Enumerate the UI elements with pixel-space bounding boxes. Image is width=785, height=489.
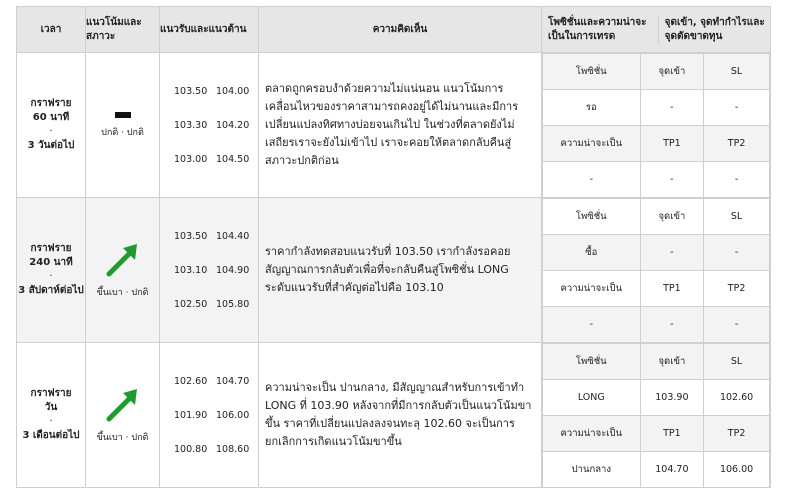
timeframe-label: กราฟราย [30,388,72,399]
support-level: 102.50 [174,298,208,310]
header-trend: แนวโน้มและสภาวะ [86,7,160,53]
position-cell [542,198,771,343]
support-level: 100.80 [174,443,208,455]
market-condition: ปกติ [131,288,149,298]
trend-state: ขึ้นเบา [96,433,123,443]
entry-value: - [640,90,704,126]
header-sr: แนวรับและแนวต้าน [160,7,259,53]
timeframe-period: วัน [44,402,58,413]
comment-text: ความน่าจะเป็น ปานกลาง, มีสัญญาณสำหรับการเข้าทำ LONG ที่ 103.90 หลังจากที่มีการกลับตัวเป็นแนวโน้มขาขึ้น ราคาที่เปลี่ยนแปลงลงจนทะลุ 102.60 จะเป็นการยกเลิกการเกิดแนวโน้มขาขึ้น [259,343,542,488]
timeframe-horizon: 3 เดือนต่อไป [22,430,80,441]
tp2-header: TP2 [704,416,770,452]
flat-dash-icon [113,110,133,120]
resistance-level: 105.80 [216,298,250,310]
timeframe-horizon: 3 วันต่อไป [27,140,75,151]
sl-header: SL [704,344,770,380]
tp1-header: TP1 [640,271,704,307]
comment-text: ตลาดถูกครอบงำด้วยความไม่แน่นอน แนวโน้มการเคลื่อนไหวของราคาสามารถคงอยู่ได้ไม่นานและมีการเปลี่ยนแปลงทิศทางบ่อยจนเกินไป ในช่วงที่ตลาดยังไม่เสถียรเราจะยังไม่เข้าไป เราจะคอยให้ตลาดกลับคืนสู่สภาวะปกติก่อน [259,53,542,198]
timeframe-cell [17,343,86,488]
arrow-up-right-icon [103,240,143,280]
forecast-table [16,6,771,488]
resistance-level: 104.20 [216,119,250,131]
header-comment: ความคิดเห็น [259,7,542,53]
trend-cell: ขึ้นเบา · ปกติ [86,343,160,488]
comment-text: ราคากำลังทดสอบแนวรับที่ 103.50 เรากำลังรอคอยสัญญาณการกลับตัวเพื่อที่จะกลับคืนสู่โพซิชั่น LONG ระดับแนวรับที่สำคัญต่อไปคือ 103.10 [259,198,542,343]
tp1-header: TP1 [640,126,704,162]
resistance-level: 108.60 [216,443,250,455]
trend-state: ขึ้นเบา [96,288,123,298]
position-header: โพซิชั่น [543,199,641,235]
support-level: 103.50 [174,230,208,242]
support-level: 101.90 [174,409,208,421]
table-row [17,53,771,198]
resistance-level: 106.00 [216,409,250,421]
support-resistance-cell [160,198,259,343]
support-level: 103.10 [174,264,208,276]
entry-value: 103.90 [640,380,704,416]
sl-value: - [704,235,770,271]
probability-header: ความน่าจะเป็น [543,416,641,452]
position-cell [542,53,771,198]
trend-cell: ปกติ · ปกติ [86,53,160,198]
resistance-level: 104.40 [216,230,250,242]
market-condition: ปกติ [131,433,149,443]
separator-dot: · [49,416,53,427]
header-time: เวลา [17,7,86,53]
resistance-level: 104.00 [216,85,250,97]
support-level: 103.30 [174,119,208,131]
sl-header: SL [704,199,770,235]
support-level: 102.60 [174,375,208,387]
timeframe-period: 60 นาที [32,112,70,123]
resistance-level: 104.70 [216,375,250,387]
timeframe-cell [17,198,86,343]
position-header: โพซิชั่น [543,54,641,90]
probability-value: ปานกลาง [543,452,641,488]
tp1-value: 104.70 [640,452,704,488]
arrow-up-right-icon [103,385,143,425]
sl-value: 102.60 [704,380,770,416]
tp2-value: - [704,307,770,343]
resistance-level: 104.50 [216,153,250,165]
timeframe-label: กราฟราย [30,243,72,254]
tp1-value: - [640,162,704,198]
position-value: รอ [543,90,641,126]
separator-dot: · [49,126,53,137]
tp2-header: TP2 [704,126,770,162]
probability-header: ความน่าจะเป็น [543,126,641,162]
timeframe-horizon: 3 สัปดาห์ต่อไป [18,285,84,296]
resistance-level: 104.90 [216,264,250,276]
entry-header: จุดเข้า [640,54,704,90]
timeframe-label: กราฟราย [30,98,72,109]
trend-cell: ขึ้นเบา · ปกติ [86,198,160,343]
support-level: 103.50 [174,85,208,97]
probability-value: - [543,307,641,343]
market-condition: ปกติ [126,128,144,138]
sl-value: - [704,90,770,126]
position-value: ซื้อ [543,235,641,271]
separator-dot: · [49,271,53,282]
position-cell [542,343,771,488]
tp2-header: TP2 [704,271,770,307]
support-resistance-cell [160,53,259,198]
table-row [17,343,771,488]
tp1-value: - [640,307,704,343]
position-value: LONG [543,380,641,416]
entry-header: จุดเข้า [640,344,704,380]
probability-header: ความน่าจะเป็น [543,271,641,307]
tp1-header: TP1 [640,416,704,452]
header-position: โพซิชั่นและความน่าจะเป็นในการเทรด [542,16,659,44]
timeframe-cell [17,53,86,198]
support-level: 103.00 [174,153,208,165]
sl-header: SL [704,54,770,90]
tp2-value: - [704,162,770,198]
entry-value: - [640,235,704,271]
table-row [17,198,771,343]
position-header: โพซิชั่น [543,344,641,380]
probability-value: - [543,162,641,198]
timeframe-period: 240 นาที [29,257,73,268]
support-resistance-cell [160,343,259,488]
trend-state: ปกติ [101,128,119,138]
header-entry: จุดเข้า, จุดทำกำไรและจุดตัดขาดทุน [664,16,765,42]
entry-header: จุดเข้า [640,199,704,235]
tp2-value: 106.00 [704,452,770,488]
